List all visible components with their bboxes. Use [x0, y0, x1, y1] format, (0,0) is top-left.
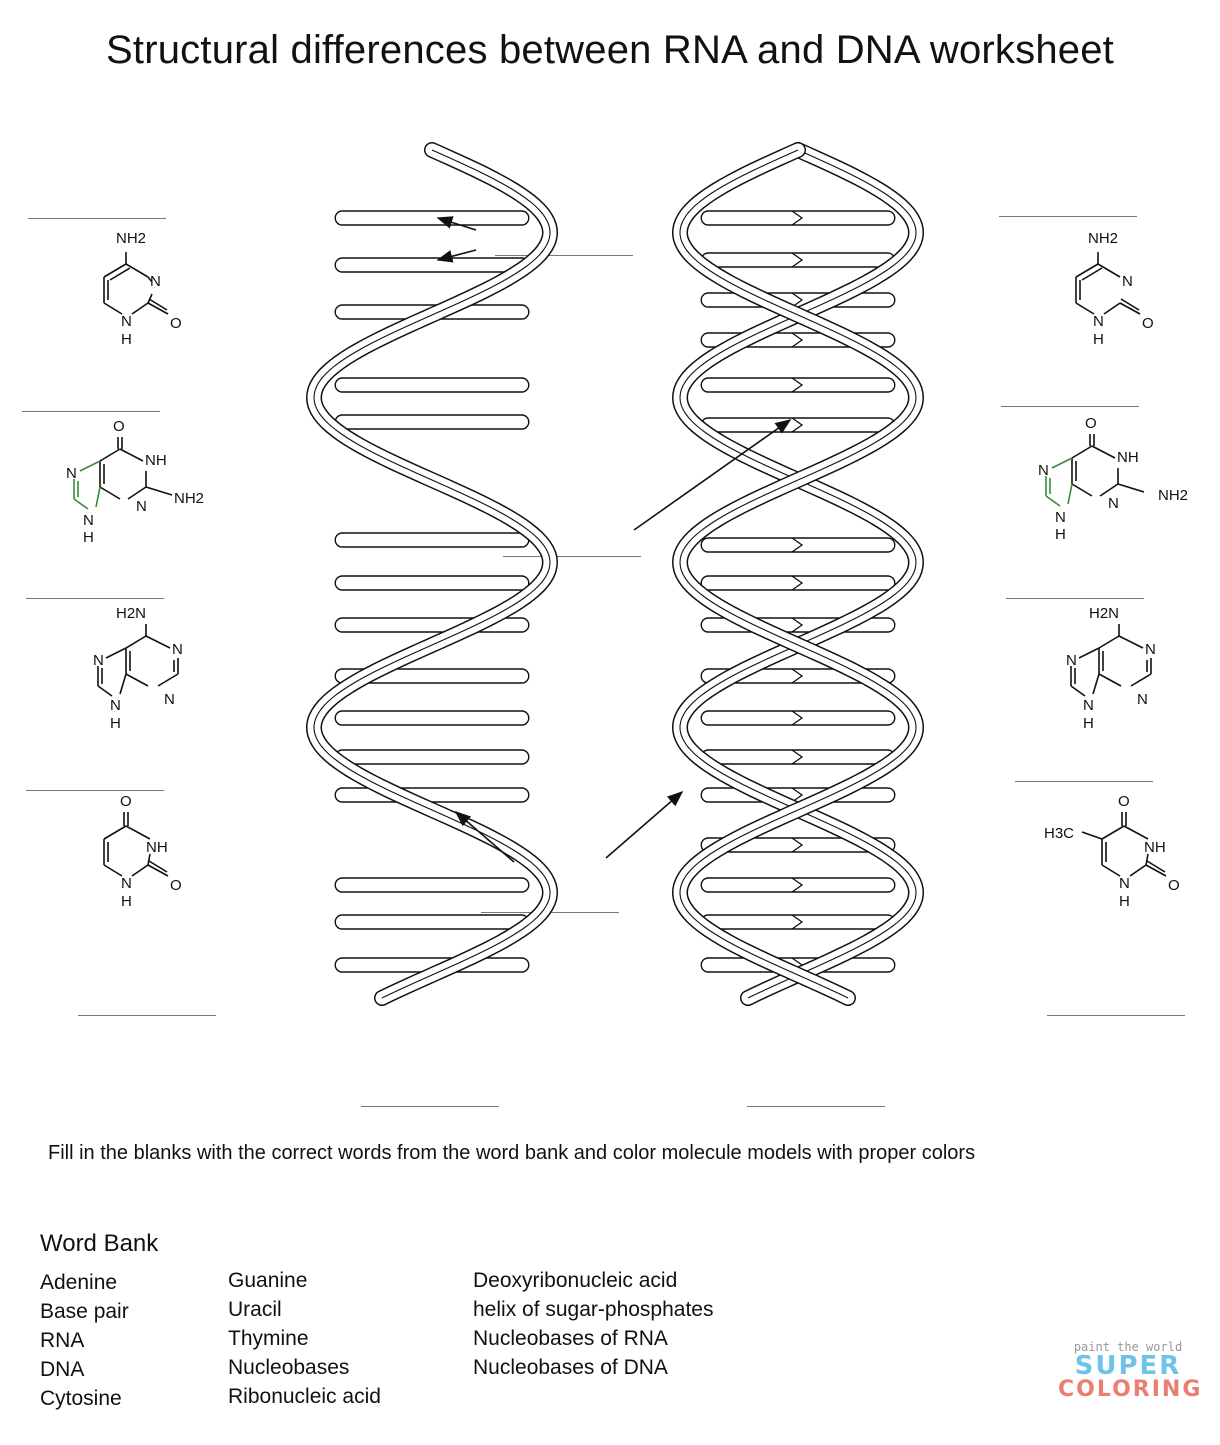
- word-bank-item: Nucleobases: [228, 1356, 350, 1379]
- h-label: H: [121, 331, 132, 348]
- h-label: H: [1093, 331, 1104, 348]
- word-bank-item: Nucleobases of RNA: [473, 1327, 668, 1350]
- base-rung: [335, 915, 529, 929]
- base-rung: [701, 418, 895, 432]
- super-coloring-logo: [1058, 1340, 1203, 1420]
- base-rung: [335, 533, 529, 547]
- o-label: O: [1085, 415, 1097, 432]
- n-label: N: [83, 512, 94, 529]
- base-rung: [335, 211, 529, 225]
- sugar-phosphate-backbone-fill: [314, 150, 550, 998]
- logo-tagline: paint the world: [1073, 1340, 1183, 1354]
- n-label: N: [1066, 652, 1077, 669]
- n-label: N: [164, 691, 175, 708]
- logo-word-super: SUPER: [1074, 1351, 1182, 1381]
- word-bank-item: Deoxyribonucleic acid: [473, 1269, 678, 1292]
- n-label: N: [1145, 641, 1156, 658]
- o-label: O: [113, 418, 125, 435]
- base-rung: [335, 750, 529, 764]
- h2n-label: H2N: [1089, 605, 1120, 622]
- base-rung: [701, 711, 895, 725]
- base-rung: [335, 788, 529, 802]
- word-bank-column-1: [40, 1268, 129, 1413]
- base-rung: [701, 538, 895, 552]
- h-label: H: [1083, 715, 1094, 732]
- h-label: H: [83, 529, 94, 546]
- n-label: N: [121, 875, 132, 892]
- h-label: H: [110, 715, 121, 732]
- instructions-text: Fill in the blanks with the correct words from the word bank and color molecule models with proper colors: [48, 1142, 976, 1164]
- nh2-label: NH2: [116, 230, 147, 247]
- word-bank-item: RNA: [40, 1329, 85, 1352]
- word-bank-item: Cytosine: [40, 1387, 122, 1410]
- h-label: H: [121, 893, 132, 910]
- dna-helix: [680, 150, 916, 998]
- base-rung: [701, 878, 895, 892]
- n-label: N: [150, 273, 161, 290]
- word-bank-item: DNA: [40, 1358, 85, 1381]
- o-label: O: [170, 877, 182, 894]
- base-rung: [335, 378, 529, 392]
- n-label: N: [136, 498, 147, 515]
- n-label: N: [1055, 509, 1066, 526]
- o-label: O: [1168, 877, 1180, 894]
- base-rung: [701, 211, 895, 225]
- logo-word-coloring: COLORING: [1058, 1377, 1203, 1402]
- page-title: Structural differences between RNA and DNA worksheet: [106, 28, 1114, 72]
- o-label: O: [1118, 793, 1130, 810]
- word-bank-title: Word Bank: [40, 1230, 159, 1257]
- n-label: N: [1038, 462, 1049, 479]
- pointer-arrow: [606, 792, 682, 858]
- nh-label: NH: [146, 839, 168, 856]
- base-rung: [701, 788, 895, 802]
- word-bank-item: Ribonucleic acid: [228, 1385, 381, 1408]
- word-bank-item: Nucleobases of DNA: [473, 1356, 668, 1379]
- base-rung: [701, 293, 895, 307]
- n-label: N: [66, 465, 77, 482]
- nh-label: NH: [145, 452, 167, 469]
- o-label: O: [1142, 315, 1154, 332]
- word-bank-item: Uracil: [228, 1298, 282, 1321]
- h3c-label: H3C: [1044, 825, 1075, 842]
- n-label: N: [93, 652, 104, 669]
- base-rung: [701, 378, 895, 392]
- n-label: N: [1137, 691, 1148, 708]
- o-label: O: [170, 315, 182, 332]
- nh2-label: NH2: [1158, 487, 1189, 504]
- o-label: O: [120, 793, 132, 810]
- word-bank-item: Adenine: [40, 1271, 118, 1294]
- base-rung: [335, 258, 529, 272]
- base-rung: [701, 576, 895, 590]
- n-label: N: [121, 313, 132, 330]
- base-rung: [701, 915, 895, 929]
- n-label: N: [172, 641, 183, 658]
- nh2-label: NH2: [1088, 230, 1119, 247]
- base-rung: [701, 750, 895, 764]
- word-bank-column-3: [473, 1266, 714, 1382]
- nh-label: NH: [1144, 839, 1166, 856]
- n-label: N: [1122, 273, 1133, 290]
- base-rung: [701, 253, 895, 267]
- word-bank-item: helix of sugar-phosphates: [473, 1298, 714, 1321]
- n-label: N: [1083, 697, 1094, 714]
- base-rung: [335, 576, 529, 590]
- base-rung: [335, 878, 529, 892]
- nh2-label: NH2: [174, 490, 205, 507]
- base-rung: [335, 711, 529, 725]
- n-label: N: [1093, 313, 1104, 330]
- word-bank-item: Base pair: [40, 1300, 129, 1323]
- h-label: H: [1119, 893, 1130, 910]
- n-label: N: [1119, 875, 1130, 892]
- h-label: H: [1055, 526, 1066, 543]
- rna-helix: [314, 150, 550, 998]
- base-rung: [335, 415, 529, 429]
- word-bank-item: Guanine: [228, 1269, 308, 1292]
- n-label: N: [110, 697, 121, 714]
- n-label: N: [1108, 495, 1119, 512]
- h2n-label: H2N: [116, 605, 147, 622]
- word-bank-column-2: [228, 1266, 381, 1411]
- word-bank-item: Thymine: [228, 1327, 309, 1350]
- nh-label: NH: [1117, 449, 1139, 466]
